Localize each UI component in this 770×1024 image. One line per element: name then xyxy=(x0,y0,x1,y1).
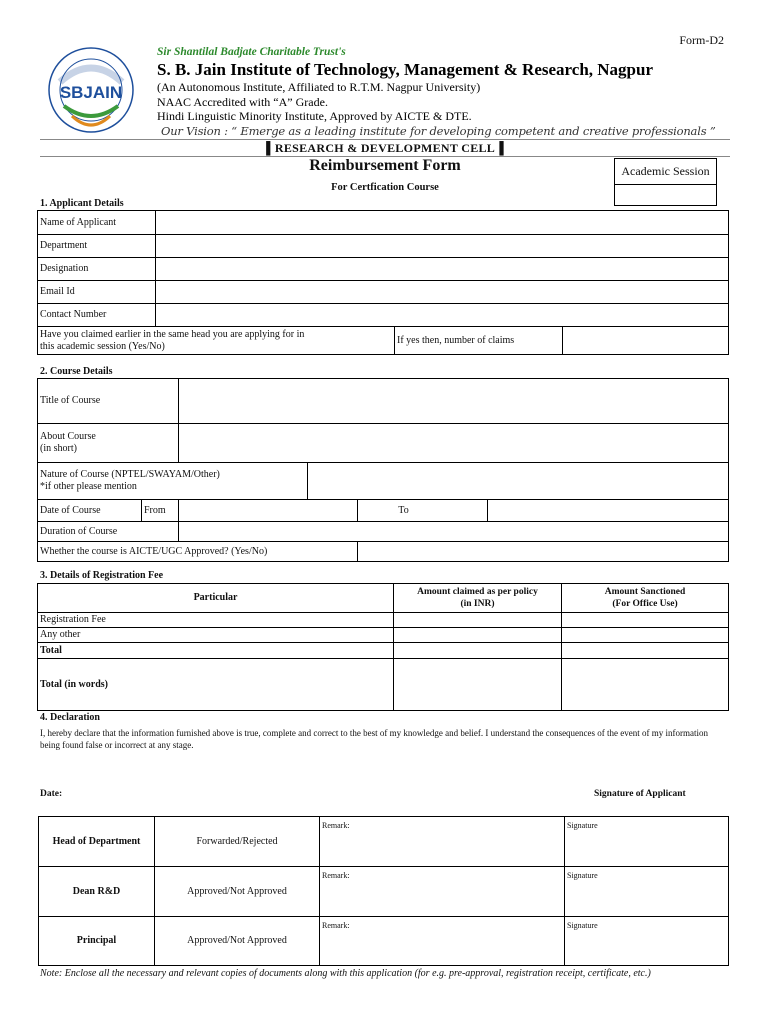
course-details-table xyxy=(37,378,729,562)
registration-fee-sanctioned-field[interactable] xyxy=(562,613,729,628)
department-label: Department xyxy=(38,235,156,258)
approval-status: Forwarded/Rejected xyxy=(155,817,320,867)
about-course-field[interactable] xyxy=(179,424,729,463)
applicant-name-label: Name of Applicant xyxy=(38,211,156,235)
approval-remark[interactable]: Remark: xyxy=(320,867,565,917)
department-field[interactable] xyxy=(156,235,729,258)
designation-label: Designation xyxy=(38,258,156,281)
approval-signature[interactable]: Signature xyxy=(565,817,729,867)
approval-role: Principal xyxy=(39,917,155,966)
total-words-label: Total (in words) xyxy=(38,659,394,711)
registration-fee-label: Registration Fee xyxy=(38,613,394,628)
amount-claimed-unit: (in INR) xyxy=(460,599,495,609)
from-date-field[interactable] xyxy=(179,500,358,522)
claimed-earlier-label: Have you claimed earlier in the same head you are applying for in this academic session (Yes/No) xyxy=(40,328,305,352)
approved-course-label: Whether the course is AICTE/UGC Approved? (Yes/No) xyxy=(38,542,358,562)
applicant-details-table xyxy=(37,210,729,355)
amount-sanctioned-note: (For Office Use) xyxy=(612,599,678,609)
section1-heading: 1. Applicant Details xyxy=(40,198,124,209)
contact-label: Contact Number xyxy=(38,304,156,327)
approval-line: Hindi Linguistic Minority Institute, Approved by AICTE & DTE. xyxy=(157,109,472,123)
vision-statement: Our Vision : “ Emerge as a leading institute for developing competent and creative professionals ” xyxy=(161,124,716,138)
particular-header: Particular xyxy=(38,584,394,613)
form-title: Reimbursement Form xyxy=(309,157,461,174)
approval-status: Approved/Not Approved xyxy=(155,867,320,917)
naac-line: NAAC Accredited with “A” Grade. xyxy=(157,95,328,109)
email-label: Email Id xyxy=(38,281,156,304)
academic-session-box[interactable] xyxy=(614,158,717,206)
total-words-claimed-field[interactable] xyxy=(394,659,562,711)
trust-name: Sir Shantilal Badjate Charitable Trust's xyxy=(157,46,346,58)
cell-name: ▌RESEARCH & DEVELOPMENT CELL▐ xyxy=(266,141,504,155)
approval-table xyxy=(38,816,729,966)
contact-field[interactable] xyxy=(156,304,729,327)
registration-fee-claimed-field[interactable] xyxy=(394,613,562,628)
about-course-label: About Course xyxy=(40,431,96,442)
academic-session-label: Academic Session xyxy=(615,159,716,185)
section4-heading: 4. Declaration xyxy=(40,712,100,723)
approval-remark[interactable]: Remark: xyxy=(320,817,565,867)
institute-logo xyxy=(40,46,142,138)
duration-field[interactable] xyxy=(179,522,729,542)
about-course-hint: (in short) xyxy=(40,443,77,454)
course-title-field[interactable] xyxy=(179,379,729,424)
total-words-sanctioned-field[interactable] xyxy=(562,659,729,711)
amount-claimed-header: Amount claimed as per policy xyxy=(417,587,538,597)
course-date-label: Date of Course xyxy=(38,500,142,522)
header-divider xyxy=(40,139,730,140)
total-label: Total xyxy=(38,643,394,659)
form-id: Form-D2 xyxy=(679,33,724,47)
designation-field[interactable] xyxy=(156,258,729,281)
approval-signature[interactable]: Signature xyxy=(565,867,729,917)
duration-label: Duration of Course xyxy=(38,522,179,542)
applicant-name-field[interactable] xyxy=(156,211,729,235)
approval-status: Approved/Not Approved xyxy=(155,917,320,966)
any-other-sanctioned-field[interactable] xyxy=(562,628,729,643)
date-label: Date: xyxy=(40,789,63,799)
enclosure-note: Note: Enclose all the necessary and relevant copies of documents along with this application (for e.g. pre-approval, registration receipt, certificate, etc.) xyxy=(40,968,651,979)
claims-label: If yes then, number of claims xyxy=(395,327,563,355)
course-nature-field[interactable] xyxy=(308,463,729,500)
total-sanctioned-field[interactable] xyxy=(562,643,729,659)
to-label: To xyxy=(358,500,488,522)
to-date-field[interactable] xyxy=(488,500,729,522)
total-claimed-field[interactable] xyxy=(394,643,562,659)
affiliation-line: (An Autonomous Institute, Affiliated to R.T.M. Nagpur University) xyxy=(157,80,481,94)
approval-signature[interactable]: Signature xyxy=(565,917,729,966)
claims-count-field[interactable] xyxy=(563,327,729,355)
logo-text: SBJAIN xyxy=(59,83,123,102)
approval-role: Dean R&D xyxy=(39,867,155,917)
section2-heading: 2. Course Details xyxy=(40,366,113,377)
registration-fee-table xyxy=(37,583,729,711)
email-field[interactable] xyxy=(156,281,729,304)
amount-sanctioned-header: Amount Sanctioned xyxy=(604,587,686,597)
course-title-label: Title of Course xyxy=(38,379,179,424)
section3-heading: 3. Details of Registration Fee xyxy=(40,570,164,581)
institute-name: S. B. Jain Institute of Technology, Management & Research, Nagpur xyxy=(157,60,654,79)
approved-course-field[interactable] xyxy=(358,542,729,562)
applicant-signature-label: Signature of Applicant xyxy=(594,789,686,799)
any-other-label: Any other xyxy=(38,628,394,643)
from-label: From xyxy=(142,500,179,522)
approval-remark[interactable]: Remark: xyxy=(320,917,565,966)
form-subtitle: For Certfication Course xyxy=(331,182,439,193)
course-nature-hint: *if other please mention xyxy=(40,481,137,492)
course-nature-label: Nature of Course (NPTEL/SWAYAM/Other) xyxy=(40,469,220,480)
approval-role: Head of Department xyxy=(39,817,155,867)
declaration-text: I, hereby declare that the information furnished above is true, complete and correct to the best of my knowledge and belief. I understand the consequences of the event of my information being found false or incorrect at any stage. xyxy=(40,728,709,750)
any-other-claimed-field[interactable] xyxy=(394,628,562,643)
